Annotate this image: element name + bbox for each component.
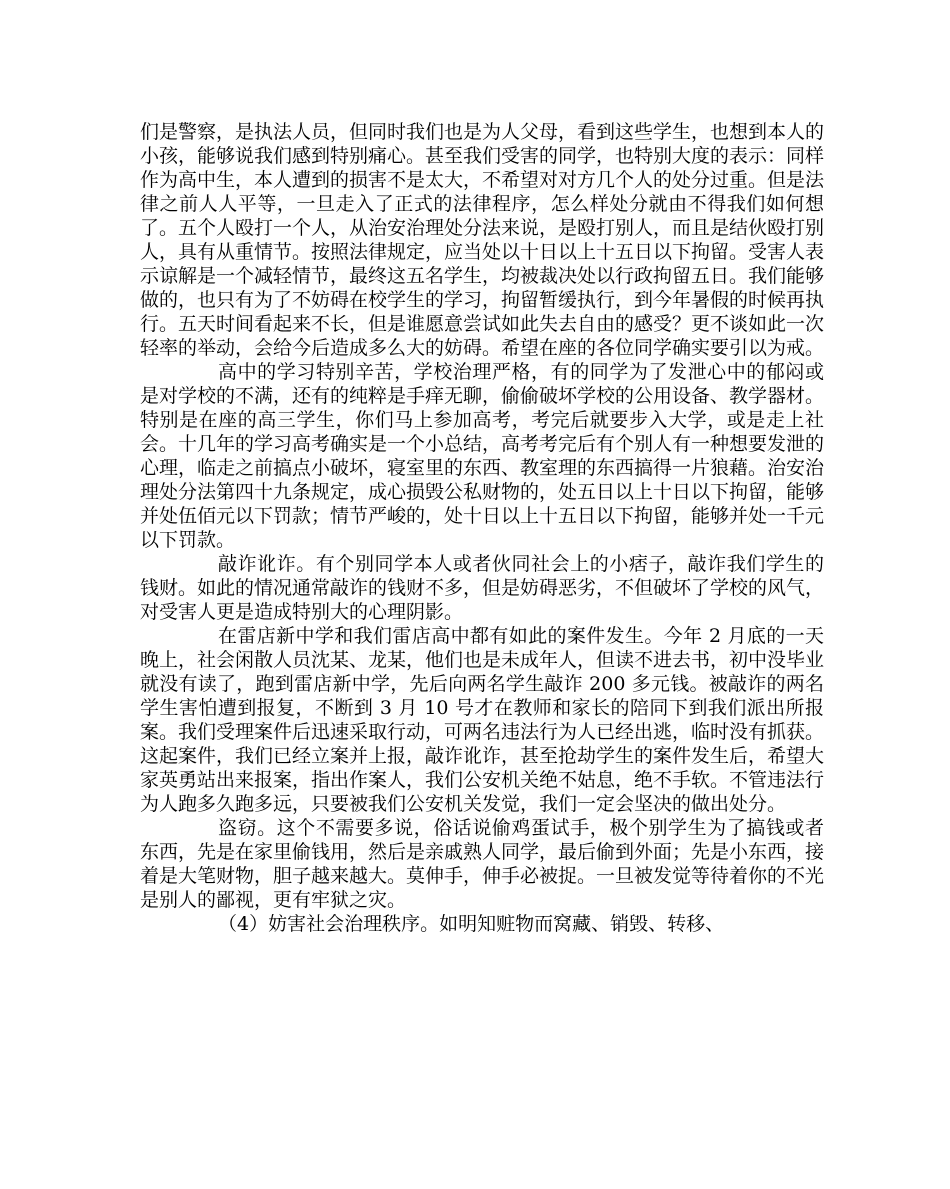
paragraph-5: 盗窃。这个不需要多说，俗话说偷鸡蛋试手，极个别学生为了搞钱或者东西，先是在家里偷钱用，然后是亲戚熟人同学，最后偷到外面；先是小东西，接着是大笔财物，胆子越来越大。莫伸手，伸手必被捉。一旦被发觉等待着你的不光是别人的鄙视，更有牢狱之灾。 [140,817,825,911]
document-body [140,120,824,936]
paragraph-1: 们是警察，是执法人员，但同时我们也是为人父母，看到这些学生，也想到本人的小孩，能够说我们感到特别痛心。甚至我们受害的同学，也特别大度的表示：同样作为高中生，本人遭到的损害不是太大，不希望对对方几个人的处分过重。但是法律之前人人平等，一旦走入了正式的法律程序，怎么样处分就由不得我们如何想了。五个人殴打一个人，从治安治理处分法来说，是殴打别人，而且是结伙殴打别人，具有从重情节。按照法律规定，应当处以十日以上十五日以下拘留。受害人表示谅解是一个减轻情节，最终这五名学生，均被裁决处以行政拘留五日。我们能够做的，也只有为了不妨碍在校学生的学习，拘留暂缓执行，到今年暑假的时候再执行。五天时间看起来不长，但是谁愿意尝试如此失去自由的感受？更不谈如此一次轻率的举动，会给今后造成多么大的妨碍。希望在座的各位同学确实要引以为戒。 [140,121,825,359]
paragraph-3: 敲诈讹诈。有个别同学本人或者伙同社会上的小痞子，敲诈我们学生的钱财。如此的情况通常敲诈的钱财不多，但是妨碍恶劣，不但破坏了学校的风气，对受害人更是造成特别大的心理阴影。 [140,553,825,623]
paragraph-2: 高中的学习特别辛苦，学校治理严格，有的同学为了发泄心中的郁闷或是对学校的不满，还有的纯粹是手痒无聊，偷偷破坏学校的公用设备、教学器材。特别是在座的高三学生，你们马上参加高考，考完后就要步入大学，或是走上社会。十几年的学习高考确实是一个小总结，高考考完后有个别人有一种想要发泄的心理，临走之前搞点小破坏，寝室里的东西、教室理的东西搞得一片狼藉。治安治理处分法第四十九条规定，成心损毁公私财物的，处五日以上十日以下拘留，能够并处伍佰元以下罚款；情节严峻的，处十日以上十五日以下拘留，能够并处一千元以下罚款。 [140,361,825,551]
paragraph-4: 在雷店新中学和我们雷店高中都有如此的案件发生。今年 2 月底的一天晚上，社会闲散人员沈某、龙某，他们也是未成年人，但读不进去书，初中没毕业就没有读了，跑到雷店新中学，先后向两名学生敲诈 200 多元钱。被敲诈的两名学生害怕遭到报复，不断到 3 月 10 号才在教师和家长的陪同下到我们派出所报案。我们受理案件后迅速采取行动，可两名违法行为人已经出逃，临时没有抓获。这起案件，我们已经立案并上报，敲诈讹诈，甚至抢劫学生的案件发生后，希望大家英勇站出来报案，指出作案人，我们公安机关绝不姑息，绝不手软。不管违法行为人跑多久跑多远，只要被我们公安机关发觉，我们一定会坚决的做出处分。 [140,625,825,815]
paragraph-6: （4）妨害社会治理秩序。如明知赃物而窝藏、销毁、转移、 [218,913,725,935]
